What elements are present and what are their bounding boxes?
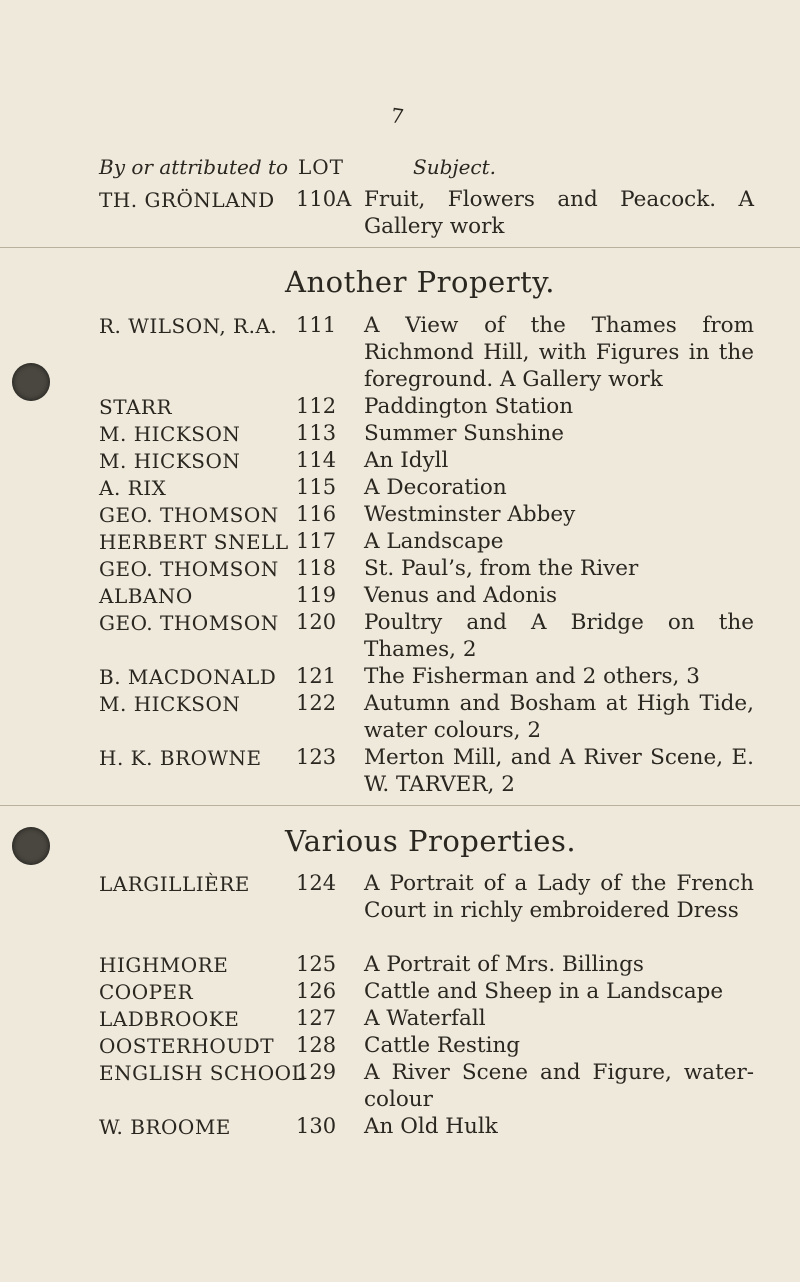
lot-number: 118 [296, 556, 337, 580]
artist-name: B. MACDONALD [99, 665, 277, 689]
lot-subject: Summer Sunshine [364, 421, 564, 446]
artist-name: GEO. THOMSON [99, 611, 279, 635]
lot-number: 110A [296, 187, 352, 211]
lot-number: 117 [296, 529, 337, 553]
lot-number: 127 [296, 1006, 337, 1030]
artist-name: W. BROOME [99, 1115, 231, 1139]
artist-name: M. HICKSON [99, 449, 241, 473]
lot-subject: Cattle and Sheep in a Landscape [364, 979, 724, 1004]
lot-subject: Westminster Abbey [364, 502, 576, 527]
artist-name: M. HICKSON [99, 692, 241, 716]
lot-subject: An Old Hulk [364, 1114, 498, 1139]
lot-subject: St. Paul’s, from the River [364, 556, 639, 581]
artist-name: COOPER [99, 980, 194, 1004]
lot-subject: Fruit, Flowers and Peacock. A Gallery work [364, 187, 754, 239]
lot-subject: A Landscape [364, 529, 504, 554]
lot-subject: Poultry and A Bridge on the Thames, 2 [364, 610, 754, 662]
artist-name: R. WILSON, R.A. [99, 314, 278, 338]
section-divider [0, 805, 800, 806]
lot-number: 115 [296, 475, 337, 499]
lot-number: 121 [296, 664, 337, 688]
section-title: Another Property. [285, 265, 555, 299]
lot-subject: A River Scene and Figure, water-colour [364, 1060, 754, 1112]
binding-hole [12, 363, 50, 401]
lot-number: 126 [296, 979, 337, 1003]
section-title: Various Properties. [285, 824, 577, 858]
lot-subject: A Waterfall [364, 1006, 486, 1031]
lot-subject: A Portrait of Mrs. Billings [364, 952, 644, 977]
artist-name: H. K. BROWNE [99, 746, 262, 770]
lot-subject: The Fisherman and 2 others, 3 [364, 664, 700, 689]
artist-name: A. RIX [99, 476, 167, 500]
lot-subject: Autumn and Bosham at High Tide, water colours, 2 [364, 691, 754, 743]
lot-subject: Cattle Resting [364, 1033, 521, 1058]
header-subject-column: Subject. [413, 155, 497, 179]
lot-number: 112 [296, 394, 337, 418]
lot-number: 124 [296, 871, 337, 895]
artist-name: HIGHMORE [99, 953, 229, 977]
lot-subject: An Idyll [364, 448, 449, 473]
lot-subject: A View of the Thames from Richmond Hill, with Figures in the foreground. A Gallery work [364, 313, 754, 392]
lot-subject: A Portrait of a Lady of the French Court in richly embroidered Dress [364, 871, 754, 923]
lot-subject: A Decoration [364, 475, 507, 500]
lot-number: 114 [296, 448, 337, 472]
lot-subject: Venus and Adonis [364, 583, 558, 608]
lot-number: 111 [296, 313, 337, 337]
artist-name: M. HICKSON [99, 422, 241, 446]
artist-name: GEO. THOMSON [99, 557, 279, 581]
page-number: 7 [389, 103, 406, 129]
lot-number: 129 [296, 1060, 337, 1084]
artist-name: LARGILLIÈRE [99, 872, 250, 896]
lot-number: 113 [296, 421, 337, 445]
header-lot-column: LOT [298, 155, 345, 179]
lot-number: 125 [296, 952, 337, 976]
lot-number: 120 [296, 610, 337, 634]
lot-number: 122 [296, 691, 337, 715]
lot-number: 116 [296, 502, 337, 526]
artist-name: ENGLISH SCHOOL [99, 1061, 306, 1085]
lot-subject: Merton Mill, and A River Scene, E. W. TARVER, 2 [364, 745, 754, 797]
lot-subject: Paddington Station [364, 394, 574, 419]
lot-number: 119 [296, 583, 337, 607]
header-artist-column: By or attributed to [99, 155, 289, 179]
artist-name: GEO. THOMSON [99, 503, 279, 527]
lot-number: 128 [296, 1033, 337, 1057]
lot-number: 123 [296, 745, 337, 769]
artist-name: OOSTERHOUDT [99, 1034, 275, 1058]
artist-name: HERBERT SNELL [99, 530, 289, 554]
lot-number: 130 [296, 1114, 337, 1138]
artist-name: STARR [99, 395, 173, 419]
section-divider [0, 247, 800, 248]
artist-name: TH. GRÖNLAND [99, 188, 275, 212]
artist-name: LADBROOKE [99, 1007, 240, 1031]
artist-name: ALBANO [99, 584, 193, 608]
binding-hole [12, 827, 50, 865]
